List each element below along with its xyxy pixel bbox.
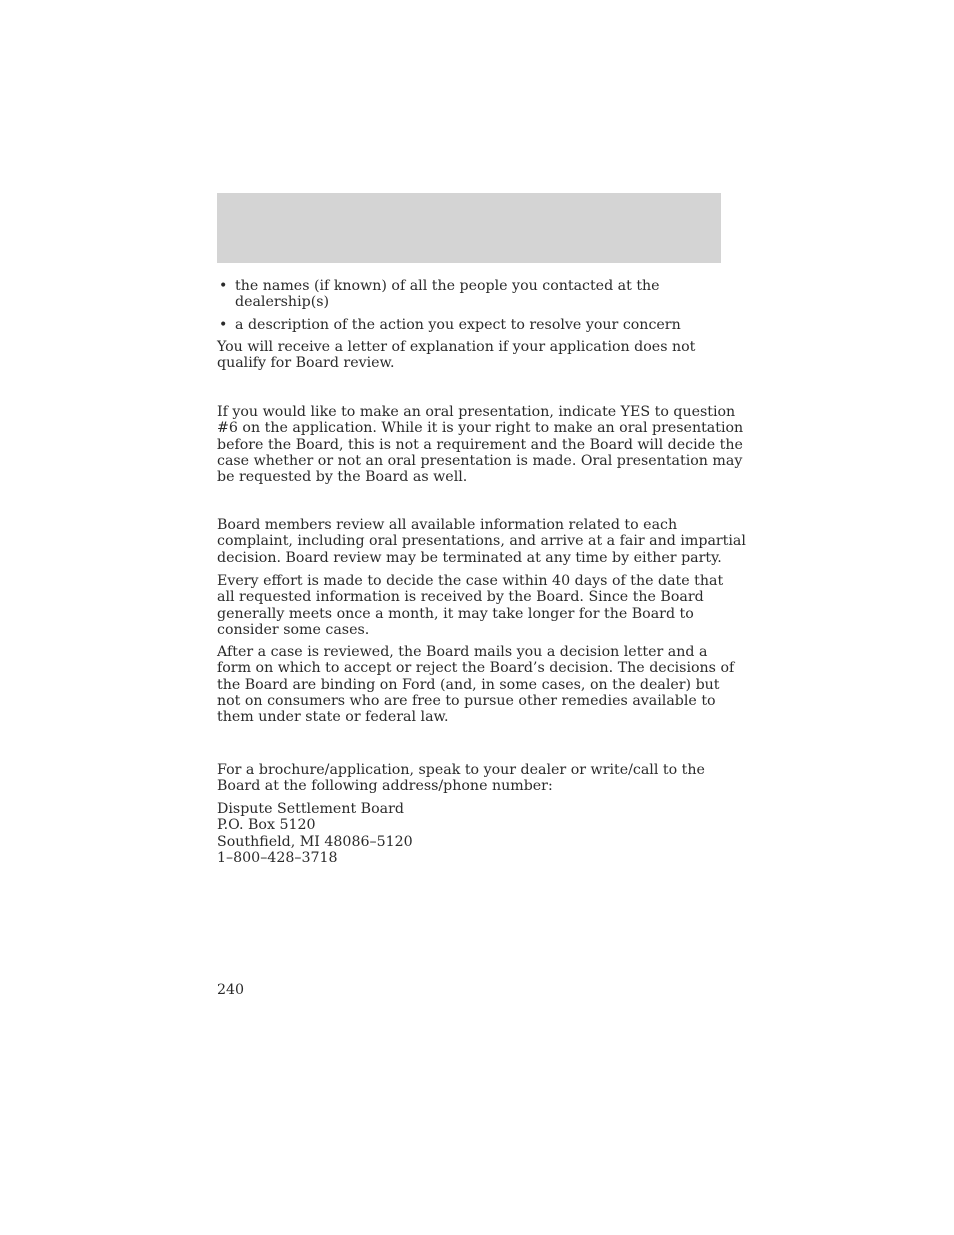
address-block <box>217 801 727 866</box>
paragraph-line: #6 on the application. While it is your right to make an oral presentation <box>217 420 744 437</box>
bullet-line: dealership(s) <box>235 294 330 311</box>
paragraph-line: the Board are binding on Ford (and, in some cases, on the dealer) but <box>217 676 720 693</box>
address-line: Dispute Settlement Board <box>217 801 404 817</box>
paragraph-line: generally meets once a month, it may take longer for the Board to <box>217 605 694 622</box>
paragraph-oral-presentation <box>217 404 744 486</box>
paragraph-line: For a brochure/application, speak to your dealer or write/call to the <box>217 762 705 778</box>
section-header-band <box>217 193 721 263</box>
paragraph-line: Board members review all available information related to each <box>217 517 678 533</box>
paragraph-brochure-request <box>217 762 727 795</box>
paragraph-line: consider some cases. <box>217 621 370 638</box>
paragraph-line: If you would like to make an oral presentation, indicate YES to question <box>217 404 736 420</box>
paragraph-line: Every effort is made to decide the case within 40 days of the date that <box>217 573 724 589</box>
phone-number: 1–800–428–3718 <box>217 849 338 866</box>
paragraph-letter-explanation <box>217 339 727 372</box>
address-line: Southfield, MI 48086–5120 <box>217 833 413 850</box>
paragraph-line: decision. Board review may be terminated at any time by either party. <box>217 549 722 566</box>
paragraph-line: before the Board, this is not a requirement and the Board will decide the <box>217 436 743 453</box>
bullet-item-names <box>217 278 727 311</box>
paragraph-line: all requested information is received by the Board. Since the Board <box>217 589 704 606</box>
paragraph-line: be requested by the Board as well. <box>217 469 468 486</box>
bullet-icon: • <box>219 317 228 333</box>
address-line: P.O. Box 5120 <box>217 817 316 834</box>
paragraph-line: After a case is reviewed, the Board mails you a decision letter and a <box>217 644 708 660</box>
paragraph-decision-timing <box>217 573 727 638</box>
bullet-icon: • <box>219 278 228 294</box>
bullet-item-description <box>217 317 727 333</box>
paragraph-decision-letter <box>217 644 735 726</box>
paragraph-line: qualify for Board review. <box>217 355 395 372</box>
paragraph-line: case whether or not an oral presentation is made. Oral presentation may <box>217 452 743 469</box>
page-number: 240 <box>217 982 245 998</box>
paragraph-line: not on consumers who are free to pursue other remedies available to <box>217 692 716 709</box>
paragraph-line: form on which to accept or reject the Board’s decision. The decisions of <box>217 660 735 677</box>
bullet-line: the names (if known) of all the people you contacted at the <box>235 278 660 294</box>
paragraph-line: You will receive a letter of explanation if your application does not <box>217 339 696 355</box>
bullet-line: a description of the action you expect to resolve your concern <box>235 317 681 333</box>
paragraph-board-review <box>217 517 746 566</box>
paragraph-line: Board at the following address/phone number: <box>217 778 553 795</box>
paragraph-line: them under state or federal law. <box>217 709 449 726</box>
paragraph-line: complaint, including oral presentations, and arrive at a fair and impartial <box>217 533 746 550</box>
